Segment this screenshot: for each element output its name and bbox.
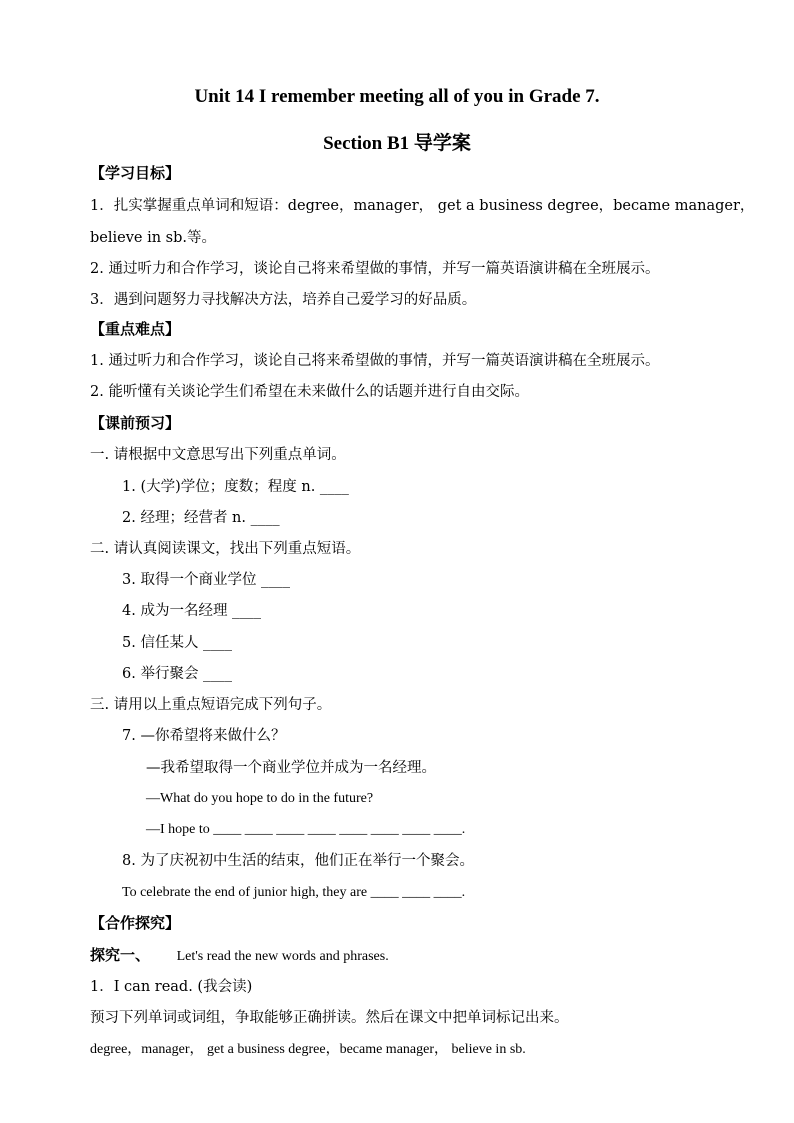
preview-heading: 【课前预习】	[90, 414, 181, 432]
question-7-line-en-1: —What do you hope to do in the future?	[146, 791, 374, 806]
preview-part-1: 一. 请根据中文意思写出下列重点单词。	[90, 447, 346, 463]
question-7: 7. —你希望将来做什么？	[122, 728, 286, 744]
question-5: 5. 信任某人 ____	[122, 635, 233, 651]
question-4: 4. 成为一名经理 ____	[122, 603, 262, 619]
question-8-en: To celebrate the end of junior high, they are ____ ____ ____.	[122, 885, 466, 900]
question-7-answer-cn: —我希望取得一个商业学位并成为一名经理。	[146, 760, 436, 776]
key-point-1: 1. 通过听力和合作学习，谈论自己将来希望做的事情，并写一篇英语演讲稿在全班展示。	[90, 353, 660, 369]
explore-task-1-label: 探究一、	[90, 946, 151, 964]
step-1-words: degree，manager， get a business degree，became manager， believe in sb.	[90, 1042, 526, 1057]
page-title: Unit 14 I remember meeting all of you in Grade 7.	[194, 86, 600, 107]
objective-2: 2. 通过听力和合作学习，谈论自己将来希望做的事情，并写一篇英语演讲稿在全班展示。	[90, 261, 660, 277]
key-point-2: 2. 能听懂有关谈论学生们希望在未来做什么的话题并进行自由交际。	[90, 384, 529, 400]
question-2: 2. 经理；经营者 n. ____	[122, 510, 280, 526]
question-7-line-en-2: —I hope to ____ ____ ____ ____ ____ ____ ____ ____.	[146, 822, 466, 837]
step-1: 1．I can read. (我会读)	[90, 979, 253, 995]
question-1: 1. (大学)学位；度数；程度 n. ____	[122, 479, 349, 495]
step-1-description: 预习下列单词或词组，争取能够正确拼读。然后在课文中把单词标记出来。	[90, 1010, 569, 1026]
objective-1-cont: believe in sb.等。	[90, 230, 217, 246]
objective-1: 1．扎实掌握重点单词和短语：degree，manager， get a business degree，became manager，	[90, 198, 755, 214]
question-8: 8. 为了庆祝初中生活的结束，他们正在举行一个聚会。	[122, 853, 474, 869]
preview-part-3: 三. 请用以上重点短语完成下列句子。	[90, 697, 332, 713]
objective-3: 3．遇到问题努力寻找解决方法，培养自己爱学习的好品质。	[90, 292, 477, 308]
page-subtitle: Section B1 导学案	[323, 133, 471, 154]
question-3: 3. 取得一个商业学位 ____	[122, 572, 291, 588]
objectives-heading: 【学习目标】	[90, 164, 181, 182]
key-points-heading: 【重点难点】	[90, 320, 181, 338]
preview-part-2: 二. 请认真阅读课文，找出下列重点短语。	[90, 541, 361, 557]
explore-task-1	[90, 945, 389, 967]
question-6: 6. 举行聚会 ____	[122, 666, 233, 682]
explore-task-1-text: Let's read the new words and phrases.	[176, 949, 389, 964]
explore-heading: 【合作探究】	[90, 914, 181, 932]
